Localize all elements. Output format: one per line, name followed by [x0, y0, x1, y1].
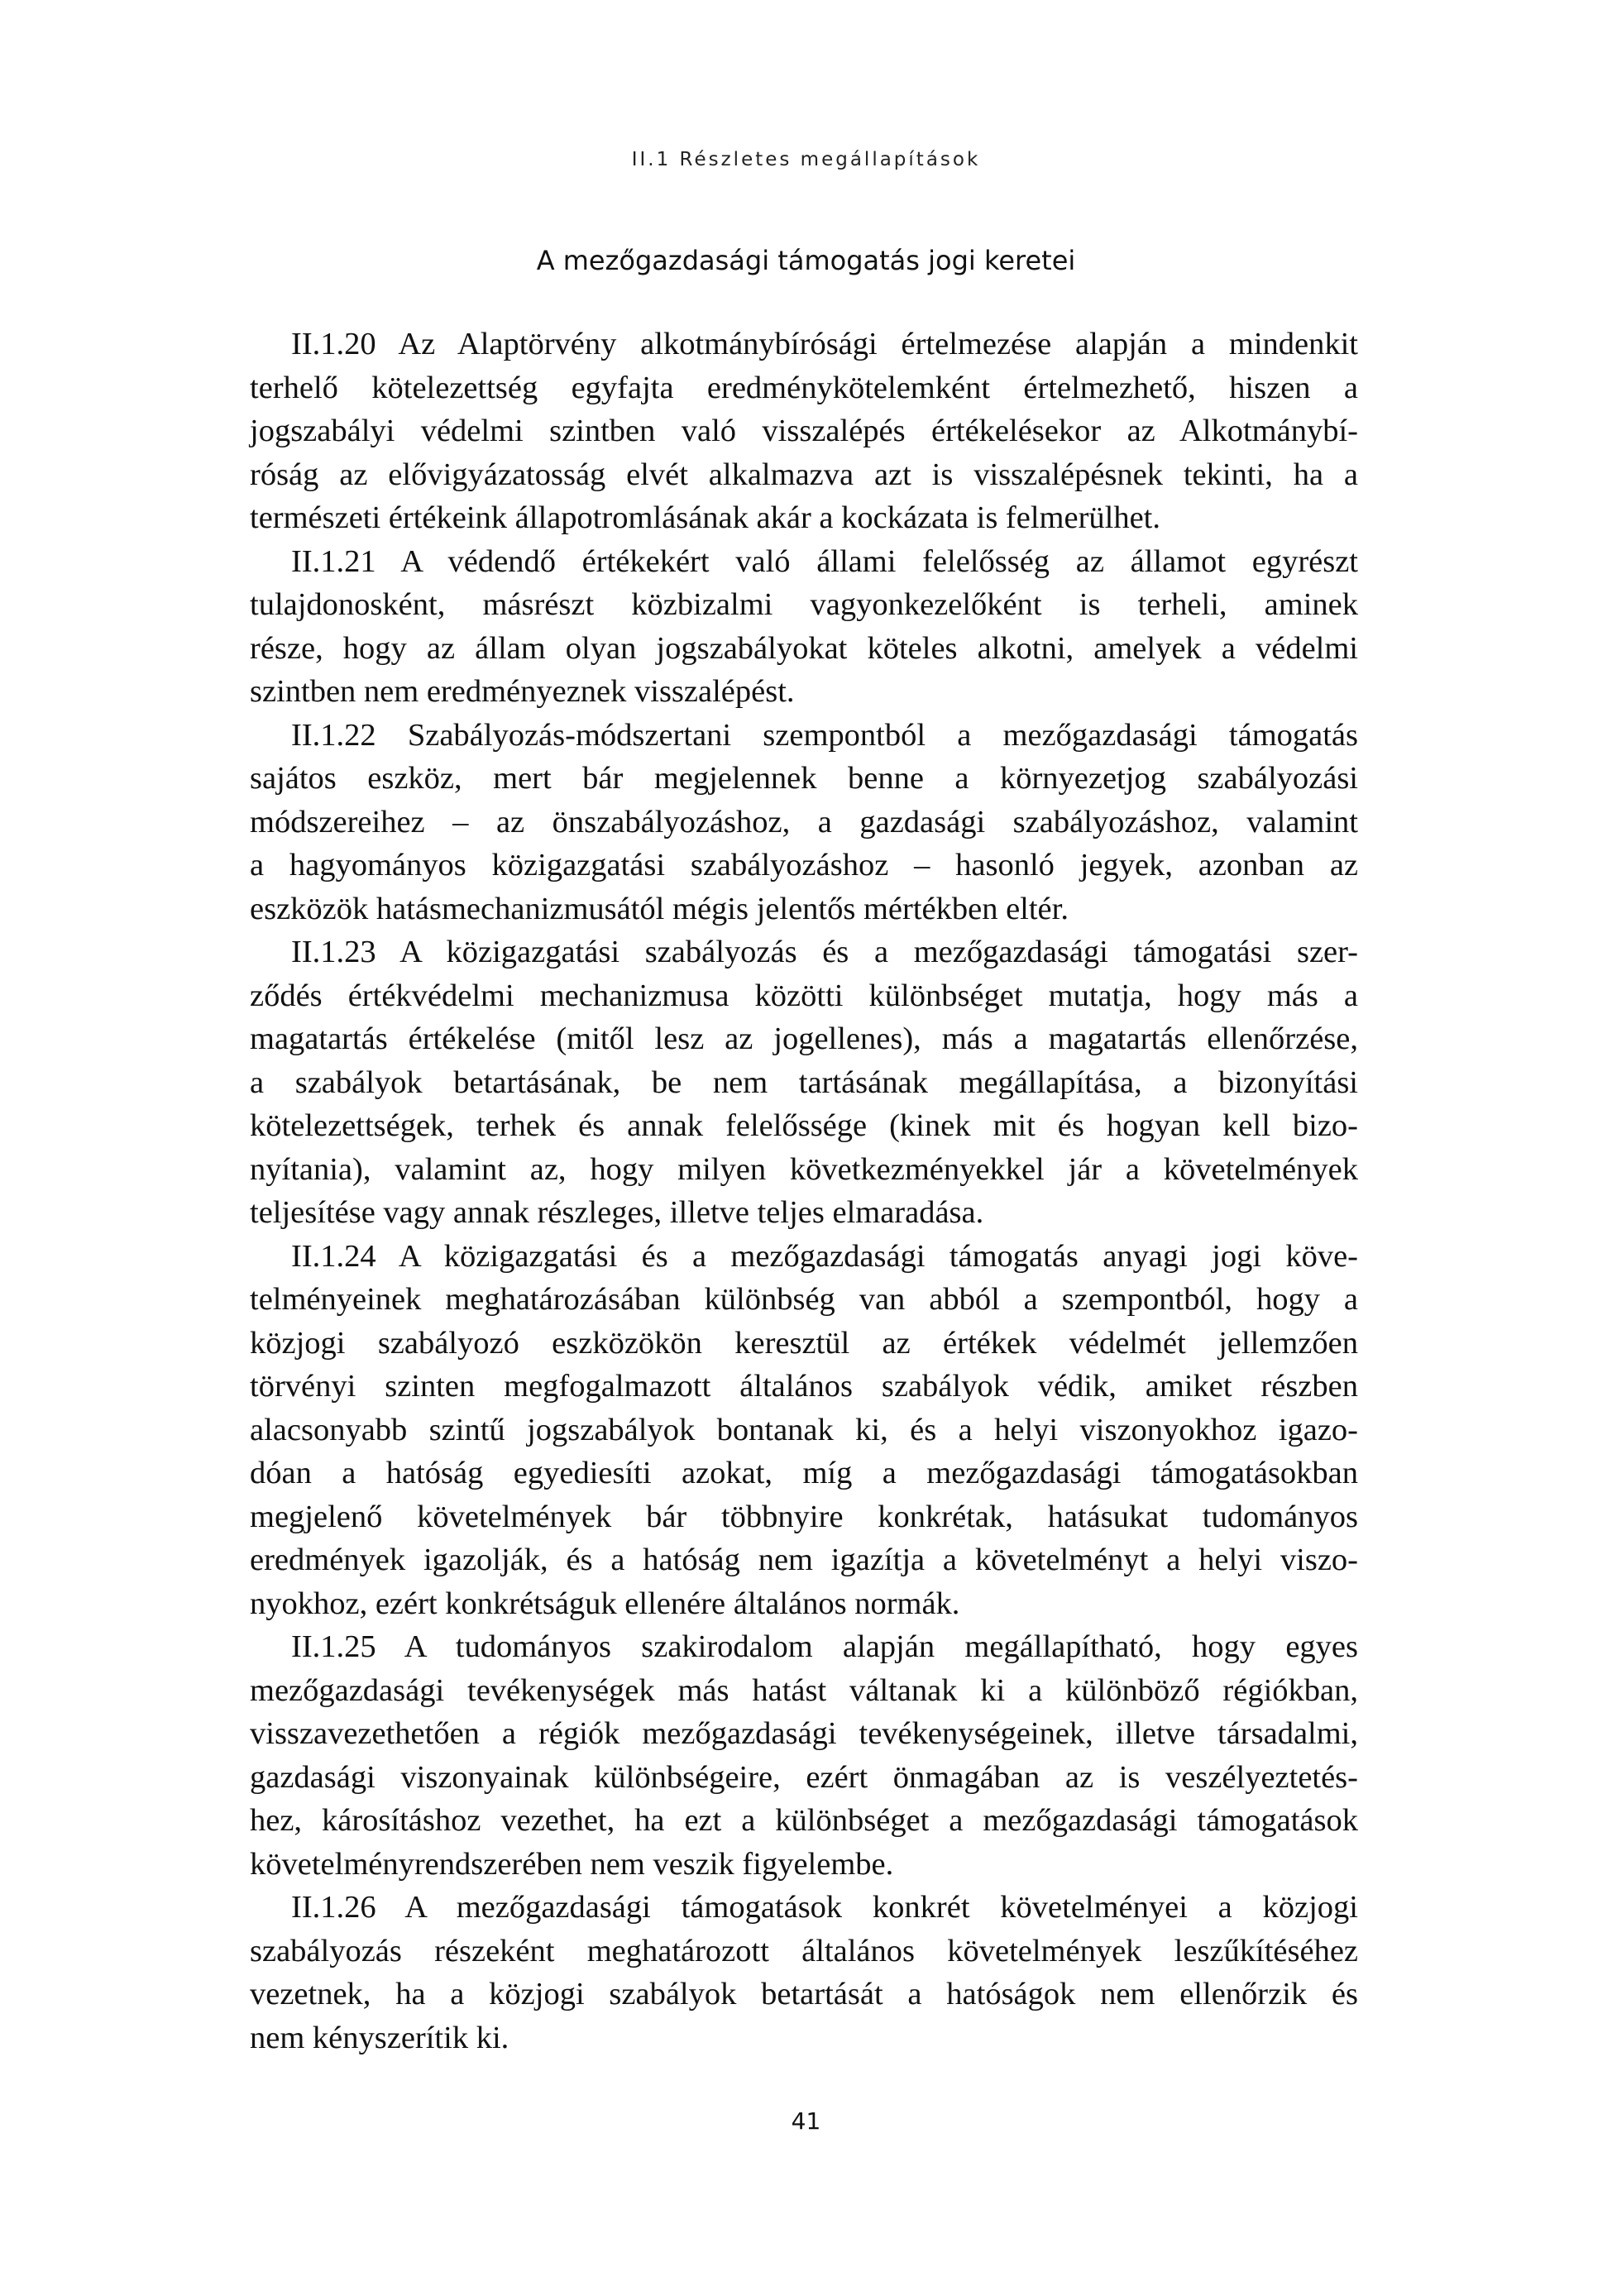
text-line: magatartás értékelése (mitől lesz az jogellenes), más a magatartás ellenőrzése,: [250, 1021, 1358, 1056]
text-line: természeti értékeink állapotromlásának akár a kockázata is felmerülhet.: [250, 500, 1160, 535]
text-line: része, hogy az állam olyan jogszabályokat köteles alkotni, amelyek a védelmi: [250, 630, 1358, 666]
paragraph: [250, 930, 1358, 1235]
text-line: tulajdonosként, másrészt közbizalmi vagyonkezelőként is terheli, aminek: [250, 587, 1358, 622]
paragraph: [250, 1235, 1358, 1626]
text-line: módszereihez – az önszabályozáshoz, a gazdasági szabályozáshoz, valamint: [250, 804, 1358, 839]
page-number: 41: [791, 2107, 821, 2135]
text-line: nem kényszerítik ki.: [250, 2020, 509, 2055]
text-line: II.1.24 A közigazgatási és a mezőgazdasági támogatás anyagi jogi köve-: [291, 1238, 1358, 1274]
text-line: II.1.23 A közigazgatási szabályozás és a mezőgazdasági támogatási szer-: [291, 935, 1358, 969]
body-text: [250, 323, 1358, 2059]
text-line: mezőgazdasági tevékenységek más hatást váltanak ki a különböző régiókban,: [250, 1672, 1358, 1708]
text-line: a hagyományos közigazgatási szabályozáshoz – hasonló jegyek, azonban az: [250, 848, 1358, 883]
text-line: nyítania), valamint az, hogy milyen következményekkel jár a követelmények: [250, 1151, 1358, 1187]
text-line: a szabályok betartásának, be nem tartásának megállapítása, a bizonyítási: [250, 1064, 1358, 1100]
text-line: II.1.22 Szabályozás-módszertani szempontból a mezőgazdasági támogatás: [291, 717, 1358, 753]
text-line: teljesítése vagy annak részleges, illetve teljes elmaradása.: [250, 1195, 984, 1230]
text-line: telményeinek meghatározásában különbség van abból a szempontból, hogy a: [250, 1282, 1358, 1317]
text-line: visszavezethetően a régiók mezőgazdasági tevékenységeinek, illetve társadalmi,: [250, 1716, 1358, 1751]
text-line: hez, károsításhoz vezethet, ha ezt a különbséget a mezőgazdasági támogatások: [250, 1803, 1358, 1838]
text-line: szabályozás részeként meghatározott általános követelmények leszűkítéséhez: [250, 1933, 1358, 1968]
text-line: dóan a hatóság egyediesíti azokat, míg a mezőgazdasági támogatásokban: [250, 1456, 1358, 1490]
running-header: II.1 Részletes megállapítások: [631, 149, 981, 170]
paragraph: [250, 540, 1358, 714]
paragraph: [250, 714, 1358, 931]
text-line: terhelő kötelezettség egyfajta eredménykötelemként értelmezhető, hiszen a: [250, 370, 1358, 405]
text-line: vezetnek, ha a közjogi szabályok betartását a hatóságok nem ellenőrzik és: [250, 1977, 1358, 2011]
text-line: megjelenő követelmények bár többnyire konkrétak, hatásukat tudományos: [250, 1499, 1358, 1534]
text-line: kötelezettségek, terhek és annak felelőssége (kinek mit és hogyan kell bizo-: [250, 1108, 1358, 1143]
text-line: jogszabályi védelmi szintben való visszalépés értékelésekor az Alkotmánybí-: [250, 414, 1358, 448]
text-line: róság az elővigyázatosság elvét alkalmazva azt is visszalépésnek tekinti, ha a: [250, 457, 1358, 492]
text-line: követelményrendszerében nem veszik figyelembe.: [250, 1846, 894, 1882]
paragraph: [250, 1886, 1358, 2059]
text-line: közjogi szabályozó eszközökön keresztül az értékek védelmét jellemzően: [250, 1325, 1358, 1361]
text-line: eredmények igazolják, és a hatóság nem igazítja a követelményt a helyi viszo-: [250, 1543, 1358, 1577]
text-line: szintben nem eredményeznek visszalépést.: [250, 674, 795, 709]
text-line: törvényi szinten megfogalmazott általános szabályok védik, amiket részben: [250, 1369, 1358, 1404]
section-title: A mezőgazdasági támogatás jogi keretei: [536, 245, 1076, 276]
text-line: gazdasági viszonyainak különbségeire, ezért önmagában az is veszélyeztetés-: [250, 1759, 1358, 1795]
text-line: II.1.26 A mezőgazdasági támogatások konkrét követelményei a közjogi: [291, 1890, 1358, 1925]
paragraph: [250, 323, 1358, 540]
text-line: II.1.21 A védendő értékekért való állami felelősség az államot egyrészt: [291, 543, 1358, 579]
text-line: nyokhoz, ezért konkrétságuk ellenére általános normák.: [250, 1586, 960, 1621]
text-line: ződés értékvédelmi mechanizmusa közötti különbséget mutatja, hogy más a: [250, 978, 1358, 1013]
text-line: II.1.25 A tudományos szakirodalom alapján megállapítható, hogy egyes: [291, 1629, 1358, 1664]
text-line: alacsonyabb szintű jogszabályok bontanak ki, és a helyi viszonyokhoz igazo-: [250, 1412, 1358, 1447]
text-line: sajátos eszköz, mert bár megjelennek benne a környezetjog szabályozási: [250, 761, 1358, 796]
text-line: II.1.20 Az Alaptörvény alkotmánybírósági értelmezése alapján a mindenkit: [291, 327, 1358, 361]
paragraph: [250, 1625, 1358, 1886]
text-line: eszközök hatásmechanizmusától mégis jelentős mértékben eltér.: [250, 891, 1069, 926]
